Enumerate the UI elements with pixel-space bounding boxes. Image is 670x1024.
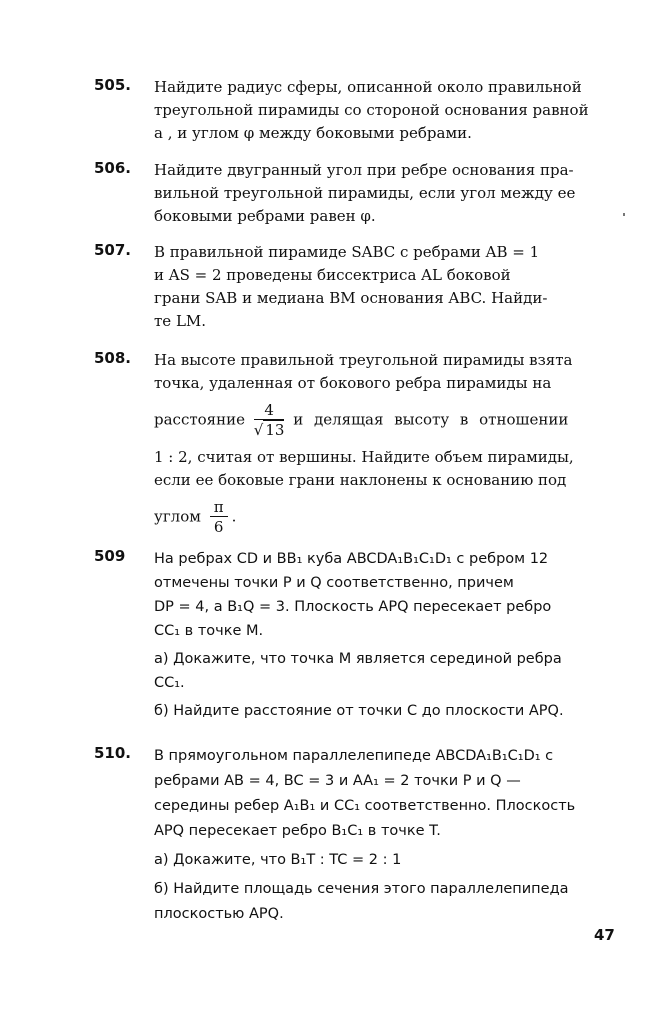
text-line: На ребрах CD и BB₁ куба ABCDA₁B₁C₁D₁ с ребром 12 bbox=[154, 551, 549, 567]
problem-text bbox=[154, 547, 616, 723]
text-fragment: расстояние bbox=[154, 410, 246, 429]
text-line: середины ребер A₁B₁ и CC₁ соответственно. Плоскость bbox=[154, 798, 576, 814]
problem-number: 506. bbox=[94, 159, 132, 177]
page-number: 47 bbox=[594, 926, 615, 944]
text-line: В правильной пирамиде SABC с ребрами AB = 1 bbox=[154, 243, 540, 261]
fraction-numerator: 4 bbox=[254, 401, 285, 420]
text-line: боковыми ребрами равен φ. bbox=[154, 207, 376, 225]
fraction-distance bbox=[254, 401, 285, 440]
problem-507 bbox=[94, 241, 624, 333]
text-line: На высоте правильной треугольной пирамиды взята bbox=[154, 351, 573, 369]
text-line bbox=[154, 401, 616, 440]
problem-text bbox=[154, 744, 616, 927]
text-line: точка, удаленная от бокового ребра пирамиды на bbox=[154, 374, 552, 392]
problem-508 bbox=[94, 349, 624, 537]
problem-text bbox=[154, 76, 616, 145]
fraction-denominator: √ 13 bbox=[253, 421, 285, 439]
text-line: если ее боковые грани наклонены к основанию под bbox=[154, 471, 567, 489]
problem-number: 509 bbox=[94, 547, 126, 565]
text-line: Найдите двугранный угол при ребре основания пра- bbox=[154, 161, 574, 179]
text-line: и AS = 2 проведены биссектриса AL боковой bbox=[154, 266, 511, 284]
text-line: APQ пересекает ребро B₁C₁ в точке T. bbox=[154, 823, 441, 839]
text-line: треугольной пирамиды со стороной основания равной bbox=[154, 101, 589, 119]
text-line: б) Найдите расстояние от точки С до плоскости APQ. bbox=[154, 703, 564, 719]
text-line: a , и углом φ между боковыми ребрами. bbox=[154, 124, 472, 142]
text-line: отмечены точки P и Q соответственно, причем bbox=[154, 575, 514, 591]
problem-509 bbox=[94, 547, 624, 723]
problem-number: 510. bbox=[94, 744, 132, 762]
text-line: б) Найдите площадь сечения этого параллелепипеда bbox=[154, 881, 569, 897]
text-fragment: и делящая высоту в отношении bbox=[293, 410, 569, 429]
text-line: а) Докажите, что B₁T : TC = 2 : 1 bbox=[154, 852, 402, 868]
text-line: В прямоугольном параллелепипеде ABCDA₁B₁C₁D₁ с bbox=[154, 748, 554, 764]
text-line: те LM. bbox=[154, 312, 207, 330]
text-line: грани SAB и медиана BM основания ABC. Найди- bbox=[154, 289, 548, 307]
problem-number: 505. bbox=[94, 76, 132, 94]
problem-510 bbox=[94, 744, 624, 927]
fraction-angle bbox=[210, 498, 228, 537]
sqrt-radicand: 13 bbox=[265, 421, 285, 439]
text-line: DP = 4, а B₁Q = 3. Плоскость APQ пересекает ребро bbox=[154, 599, 552, 615]
problem-506 bbox=[94, 159, 624, 228]
text-line: ребрами AB = 4, BC = 3 и AA₁ = 2 точки P и Q — bbox=[154, 773, 521, 789]
problem-number: 508. bbox=[94, 349, 132, 367]
text-fragment: углом bbox=[154, 507, 201, 526]
text-line: плоскостью APQ. bbox=[154, 906, 284, 922]
problem-505 bbox=[94, 76, 624, 145]
text-line: вильной треугольной пирамиды, если угол между ее bbox=[154, 184, 576, 202]
fraction-denominator: 6 bbox=[213, 518, 224, 536]
text-line: а) Докажите, что точка M является серединой ребра bbox=[154, 651, 562, 667]
scan-speck bbox=[623, 213, 625, 216]
text-line: CC₁. bbox=[154, 675, 185, 691]
text-line: CC₁ в точке M. bbox=[154, 623, 264, 639]
text-line: 1 : 2, считая от вершины. Найдите объем пирамиды, bbox=[154, 448, 574, 466]
problem-text bbox=[154, 241, 616, 333]
problem-text bbox=[154, 159, 616, 228]
text-line: углом $\frac{\pi}{6}$ . bbox=[154, 498, 237, 536]
problem-text bbox=[154, 349, 616, 537]
fraction-numerator: π bbox=[210, 498, 228, 517]
problem-number: 507. bbox=[94, 241, 132, 259]
text-line: Найдите радиус сферы, описанной около правильной bbox=[154, 78, 582, 96]
